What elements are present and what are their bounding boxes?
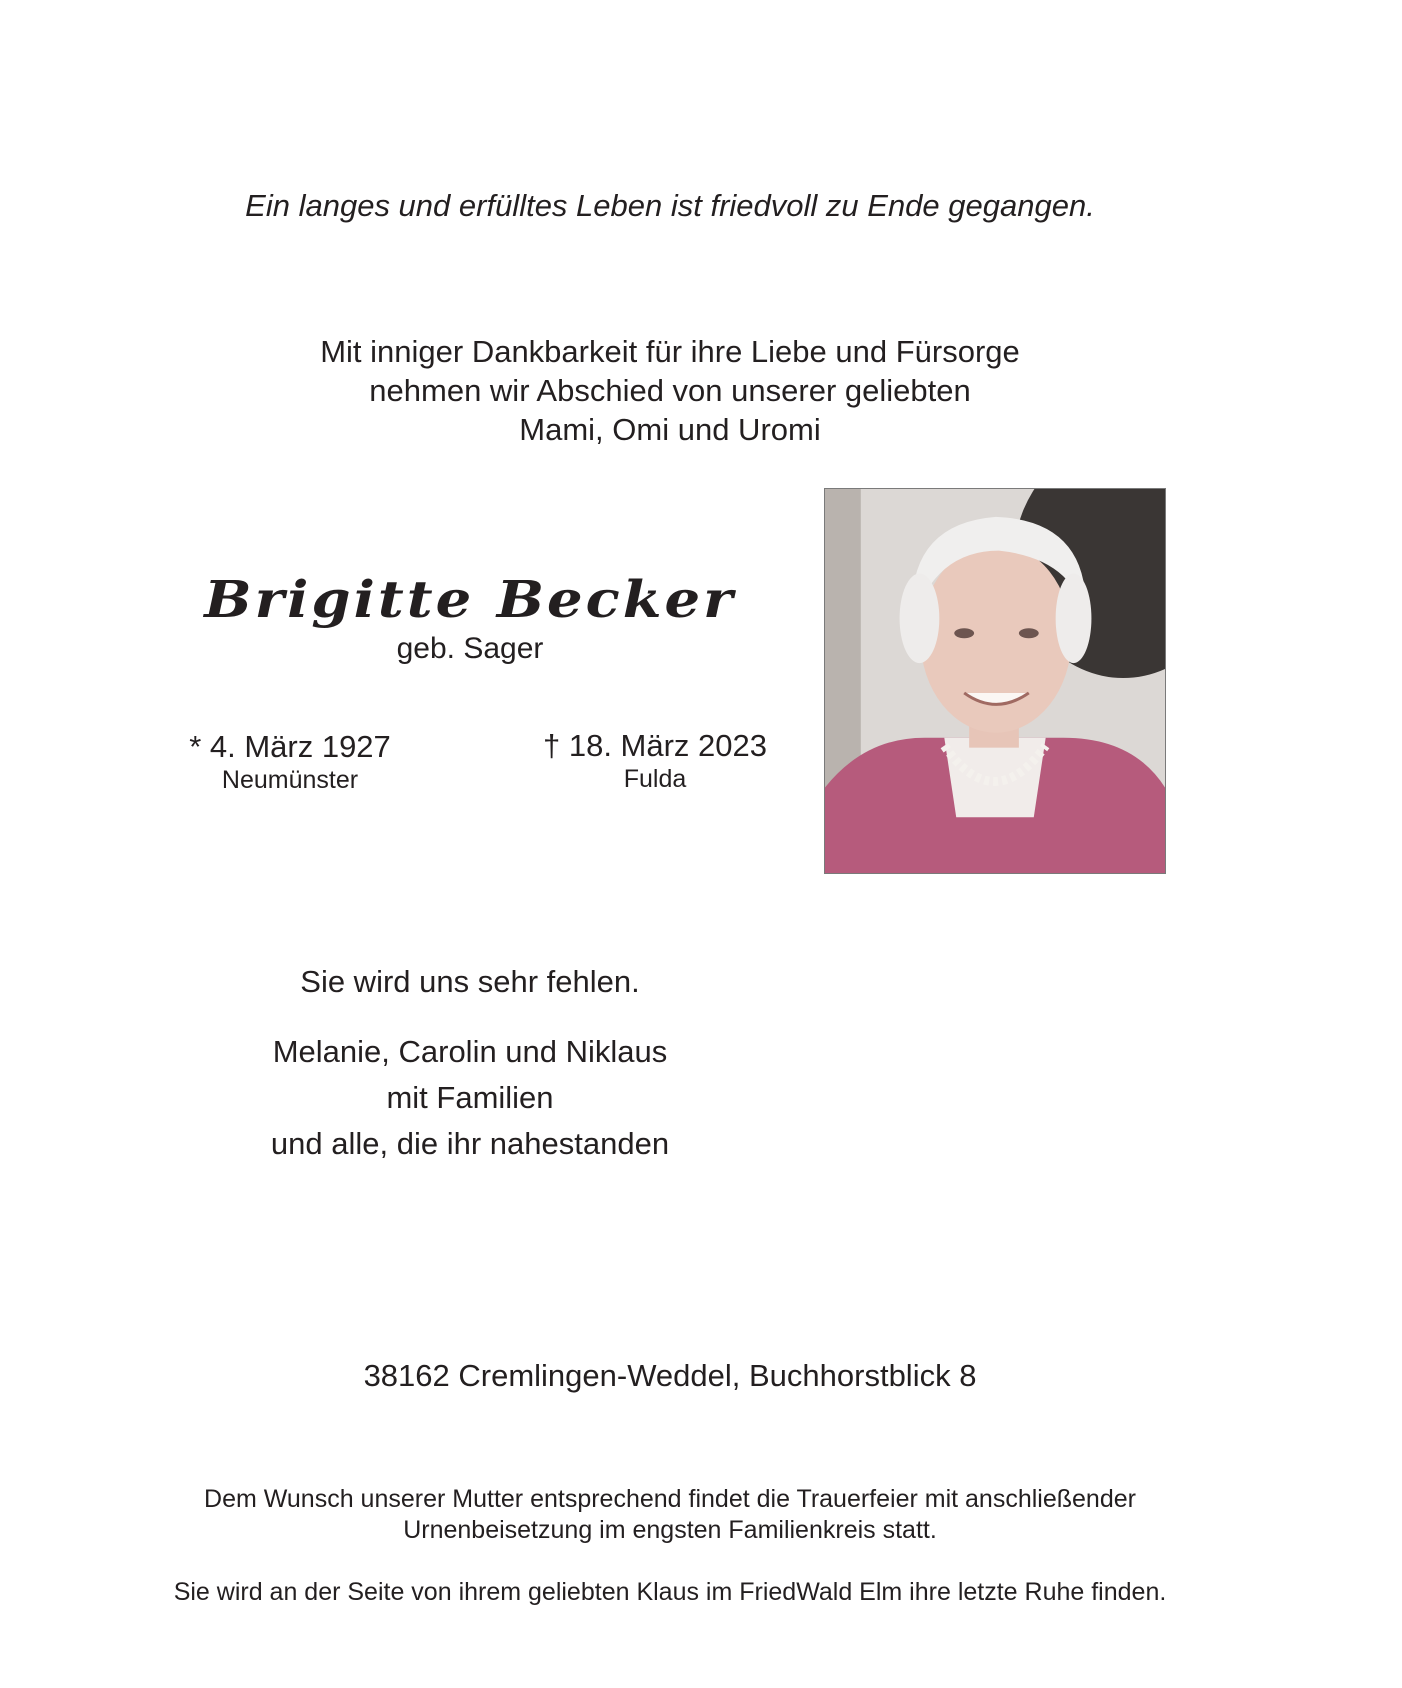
notice-line: Dem Wunsch unserer Mutter entsprechend findet die Trauerfeier mit anschließender: [204, 1485, 1136, 1513]
funeral-notice: [0, 1484, 1340, 1546]
intro-line: nehmen wir Abschied von unserer geliebten: [369, 373, 971, 408]
birth-place: Neumünster: [221, 766, 359, 794]
intro-line: Mit inniger Dankbarkeit für ihre Liebe und Fürsorge: [320, 334, 1020, 369]
family-line: mit Familien: [386, 1080, 554, 1115]
family-line: und alle, die ihr nahestanden: [270, 1126, 670, 1161]
portrait-illustration: [825, 489, 1165, 873]
deceased-name: Brigitte Becker: [204, 570, 736, 630]
family-line: Melanie, Carolin und Niklaus: [272, 1034, 668, 1069]
birth-date: * 4. März 1927: [189, 729, 391, 764]
intro-text: [0, 332, 1340, 449]
notice-line: Urnenbeisetzung im engsten Familienkreis statt.: [403, 1516, 937, 1544]
death-date: † 18. März 2023: [542, 728, 768, 763]
maiden-name: geb. Sager: [396, 632, 544, 665]
resting-place-line: Sie wird an der Seite von ihrem geliebten Klaus im FriedWald Elm ihre letzte Ruhe finden.: [173, 1578, 1167, 1606]
address-line: 38162 Cremlingen-Weddel, Buchhorstblick 8: [363, 1358, 977, 1393]
family-signature: [220, 1029, 720, 1167]
closing-line: Sie wird uns sehr fehlen.: [300, 964, 640, 999]
intro-line: Mami, Omi und Uromi: [519, 412, 821, 447]
portrait-photo: [824, 488, 1166, 874]
motto-line: Ein langes und erfülltes Leben ist friedvoll zu Ende gegangen.: [245, 188, 1095, 223]
death-place: Fulda: [623, 765, 687, 793]
